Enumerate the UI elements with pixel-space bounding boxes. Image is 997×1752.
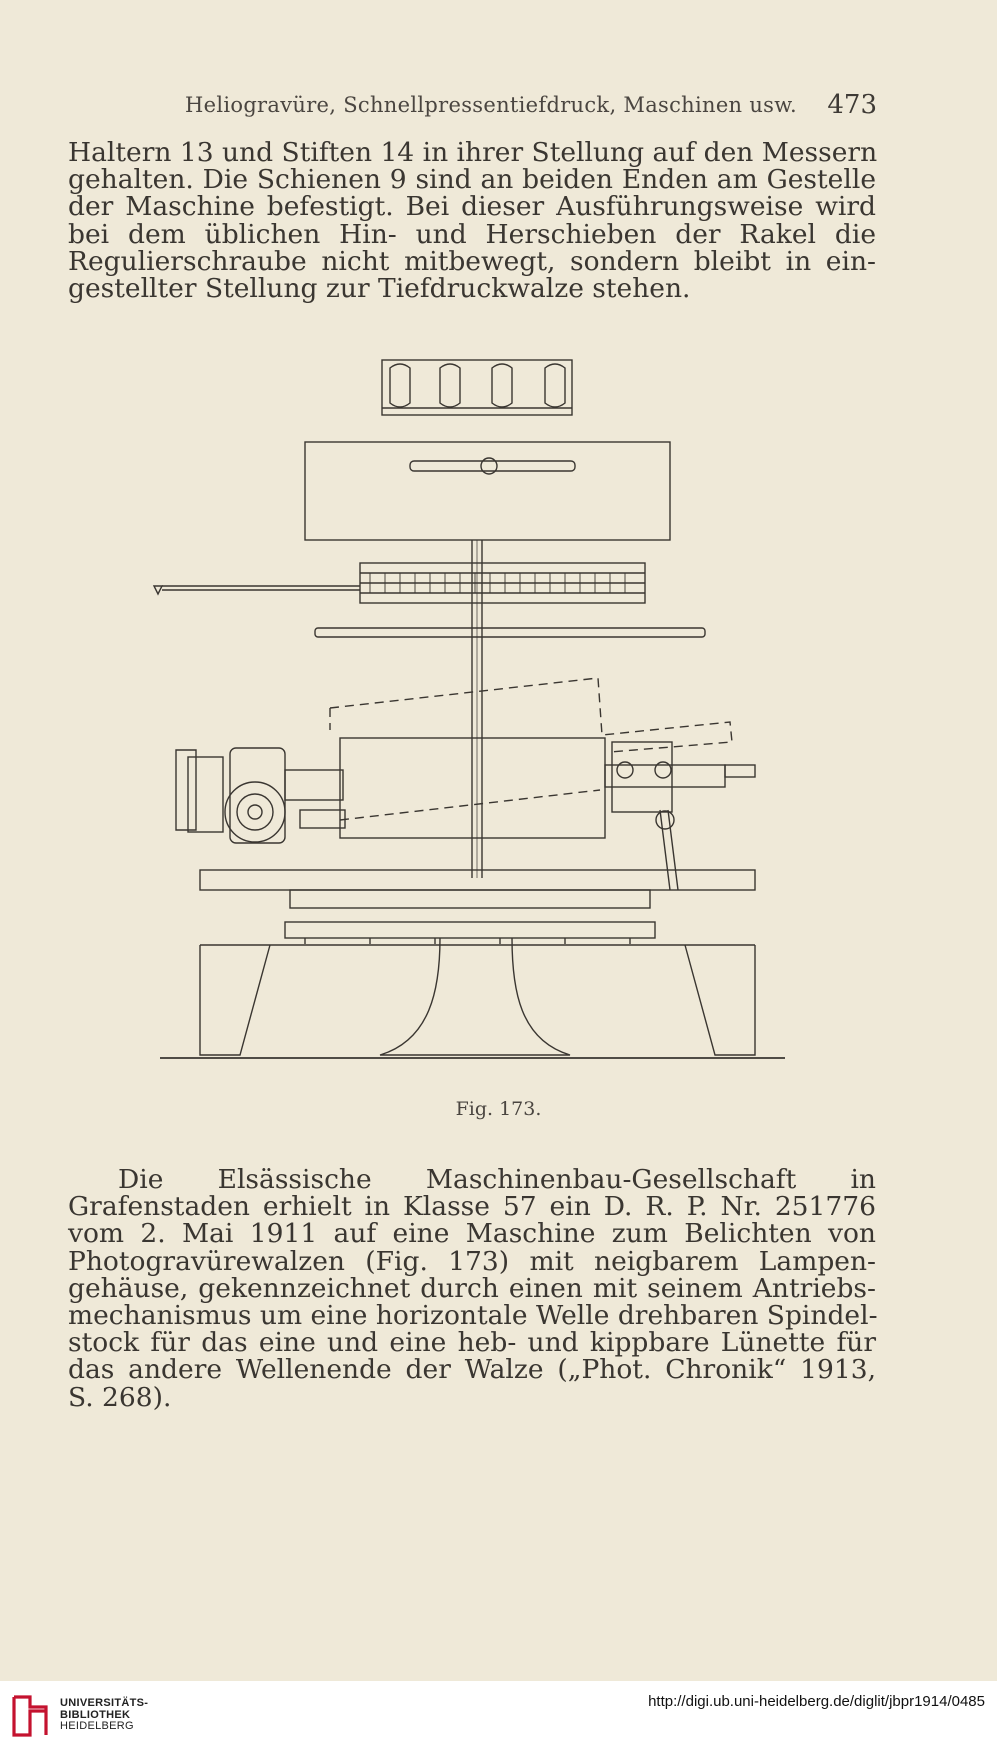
digitization-footer	[0, 1681, 997, 1752]
paragraph-patent	[68, 1166, 876, 1411]
library-name	[60, 1698, 148, 1733]
text-line: Regulierschraube nicht mitbewegt, sondern bleibt in ein-	[68, 245, 876, 277]
text-line: gehäuse, gekennzeichnet durch einen mit seinem Antriebs-	[68, 1272, 876, 1304]
figure-caption: Fig. 173.	[455, 1098, 542, 1120]
text-line: das andere Wellenende der Walze („Phot. Chronik“ 1913,	[68, 1354, 876, 1386]
text-line: Grafenstaden erhielt in Klasse 57 ein D. R. P. Nr. 251776	[68, 1191, 876, 1223]
text-line: Die Elsässische Maschinenbau-Gesellschaft in	[118, 1164, 876, 1195]
library-line: UNIVERSITÄTS-	[60, 1697, 149, 1709]
text-line: gehalten. Die Schienen 9 sind an beiden Enden am Gestelle	[68, 164, 876, 196]
text-line: vom 2. Mai 1911 auf eine Maschine zum Belichten von	[68, 1218, 876, 1250]
page-number: 473	[827, 90, 877, 120]
text-line: stock für das eine und eine heb- und kippbare Lünette für	[68, 1327, 876, 1359]
running-title: Heliogravüre, Schnellpressentiefdruck, Maschinen usw.	[185, 93, 798, 117]
text-line: gestellter Stellung zur Tiefdruckwalze stehen.	[68, 273, 691, 305]
text-line: der Maschine befestigt. Bei dieser Ausführungsweise wird	[68, 191, 876, 223]
text-line: mechanismus um eine horizontale Welle drehbaren Spindel-	[68, 1300, 878, 1332]
machine-illustration	[140, 350, 800, 1070]
source-url-link[interactable]: http://digi.ub.uni-heidelberg.de/diglit/jbpr1914/0485	[648, 1693, 985, 1710]
text-line: bei dem üblichen Hin- und Herschieben der Rakel die	[68, 218, 876, 250]
text-line: S. 268).	[68, 1381, 172, 1413]
paragraph-continued	[68, 137, 878, 305]
ub-heidelberg-logo-icon[interactable]	[8, 1691, 52, 1741]
text-line: Haltern 13 und Stiften 14 in ihrer Stellung auf den Messern	[68, 137, 878, 168]
library-line: BIBLIOTHEK	[60, 1708, 131, 1721]
library-line: HEIDELBERG	[60, 1720, 134, 1732]
text-line: Photogravürewalzen (Fig. 173) mit neigbarem Lampen-	[68, 1245, 876, 1277]
